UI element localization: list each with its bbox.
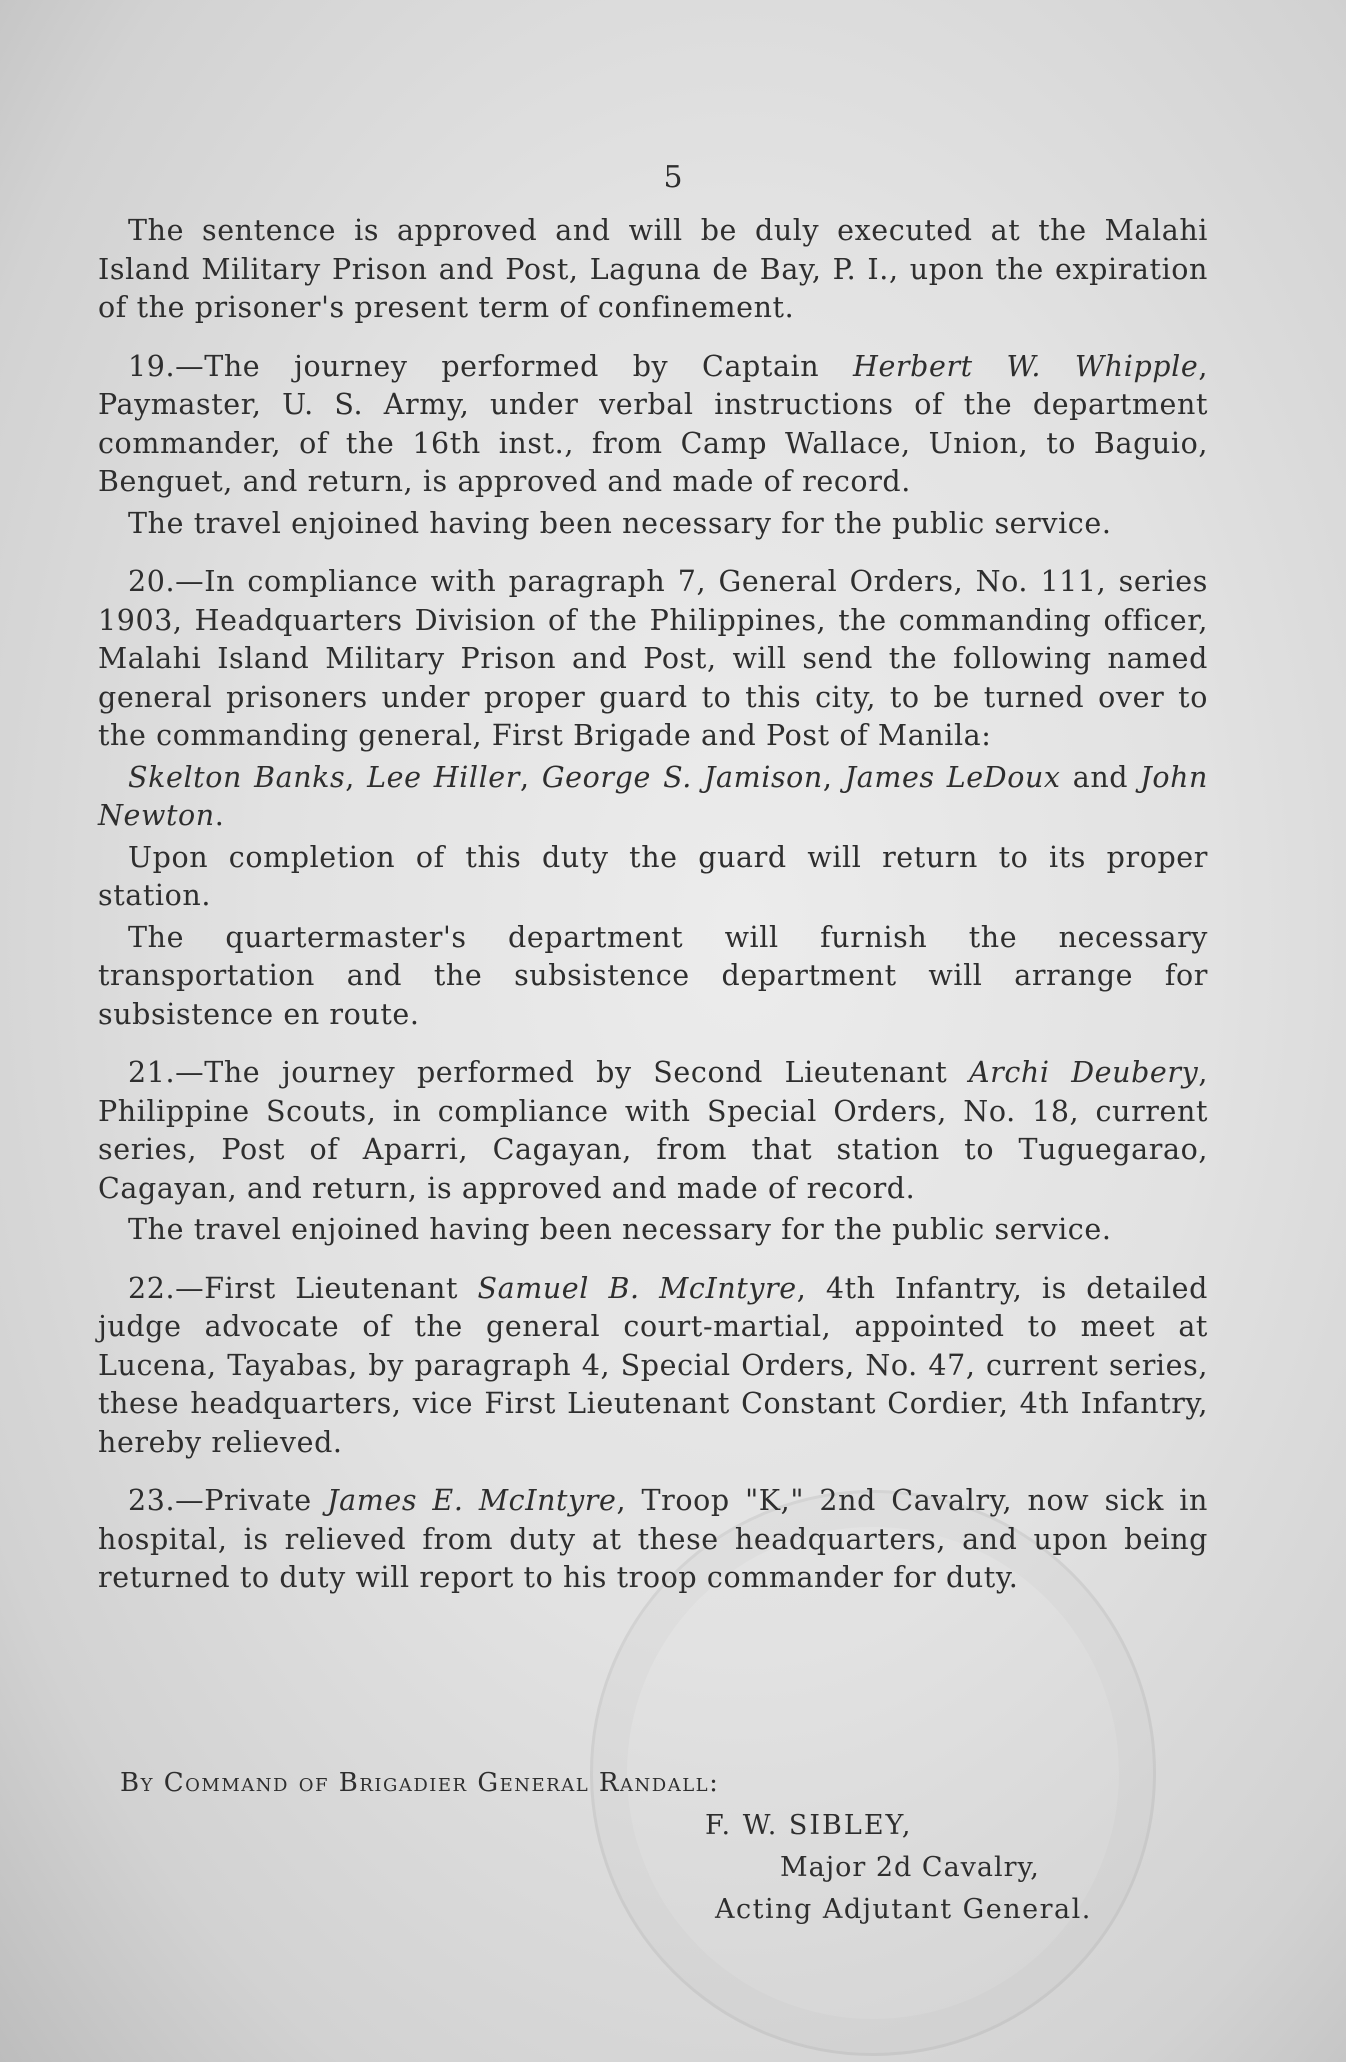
- separator: .: [214, 799, 225, 832]
- orders-body: [98, 212, 1208, 1618]
- prisoner-name: John Newton: [98, 760, 1208, 832]
- paragraph-text: , Troop "K," 2nd Cavalry, now sick in hospital, is relieved from duty at these headquarters, and upon being returned to duty will report to his troop commander for duty.: [98, 1484, 1208, 1594]
- officer-name: Samuel B. McIntyre: [477, 1271, 797, 1305]
- paragraph-text: 23.—Private: [128, 1484, 328, 1517]
- signatory-title: Acting Adjutant General.: [715, 1894, 1092, 1925]
- prisoner-name: Lee Hiller: [367, 760, 520, 794]
- paragraph-text: The sentence is approved and will be duly executed at the Malahi Island Military Prison and Post, Laguna de Bay, P. I., upon the expiration of the prisoner's present term of confinement.: [98, 214, 1208, 324]
- paragraph-text: 19.—The journey performed by Captain: [128, 349, 853, 383]
- paragraph-text: , Paymaster, U. S. Army, under verbal instructions of the department commander, of the 16th inst., from Camp Wallace, Union, to Baguio, Benguet, and return, is approved and made of record.: [98, 349, 1208, 498]
- paragraph-text: Upon completion of this duty the guard will return to its proper station.: [98, 840, 1208, 912]
- paragraph-21-travel-note: [98, 1211, 1208, 1250]
- separator: and: [1060, 760, 1141, 794]
- officer-name: Herbert W. Whipple: [853, 349, 1199, 383]
- separator: ,: [345, 760, 368, 794]
- paragraph-sentence-approval: [98, 212, 1208, 328]
- prisoner-name: James LeDoux: [844, 760, 1061, 794]
- paragraph-23: [98, 1482, 1208, 1598]
- paragraph-text: 22.—First Lieutenant: [128, 1271, 478, 1305]
- paragraph-text: , 4th Infantry, is detailed judge advocate of the general court-martial, appointed to meet at Lucena, Tayabas, by paragraph 4, Special Orders, No. 47, current series, these headquarters, vice First Lieutenant Constant Cordier, 4th Infantry, hereby relieved.: [98, 1271, 1208, 1459]
- prisoner-names-list: [98, 759, 1208, 836]
- soldier-name: James E. McIntyre: [327, 1484, 617, 1517]
- command-line: By Command of Brigadier General Randall:: [120, 1768, 720, 1798]
- paragraph-22: [98, 1270, 1208, 1463]
- paragraph-19-travel-note: [98, 505, 1208, 544]
- paragraph-19: [98, 348, 1208, 502]
- paragraph-text: The travel enjoined having been necessary for the public service.: [128, 506, 1112, 540]
- prisoner-name: George S. Jamison: [541, 760, 823, 794]
- paragraph-text: 21.—The journey performed by Second Lieutenant: [128, 1056, 969, 1089]
- paragraph-20-transport: [98, 919, 1208, 1035]
- paragraph-text: 20.—In compliance with paragraph 7, General Orders, No. 111, series 1903, Headquarters Division of the Philippines, the commanding officer, Malahi Island Military Prison and Post, will send the following named general prisoners under proper guard to this city, to be turned over to the commanding general, First Brigade and Post of Manila:: [98, 565, 1208, 752]
- paragraph-20: [98, 563, 1208, 756]
- paragraph-21: [98, 1054, 1208, 1208]
- officer-name: Archi Deubery: [968, 1056, 1199, 1089]
- paragraph-text: The travel enjoined having been necessary for the public service.: [128, 1213, 1112, 1246]
- separator: ,: [520, 760, 542, 794]
- separator: ,: [822, 760, 845, 794]
- paragraph-20-guard-return: [98, 839, 1208, 916]
- paragraph-text: , Philippine Scouts, in compliance with Special Orders, No. 18, current series, Post of Aparri, Cagayan, from that station to Tuguegarao, Cagayan, and return, is approved and made of record.: [98, 1056, 1208, 1205]
- page-number: 5: [663, 160, 683, 195]
- signatory-rank: Major 2d Cavalry,: [780, 1852, 1040, 1883]
- prisoner-name: Skelton Banks: [128, 760, 346, 794]
- signatory-name: F. W. SIBLEY,: [705, 1810, 913, 1841]
- paragraph-text: The quartermaster's department will furnish the necessary transportation and the subsistence department will arrange for subsistence en route.: [98, 920, 1208, 1031]
